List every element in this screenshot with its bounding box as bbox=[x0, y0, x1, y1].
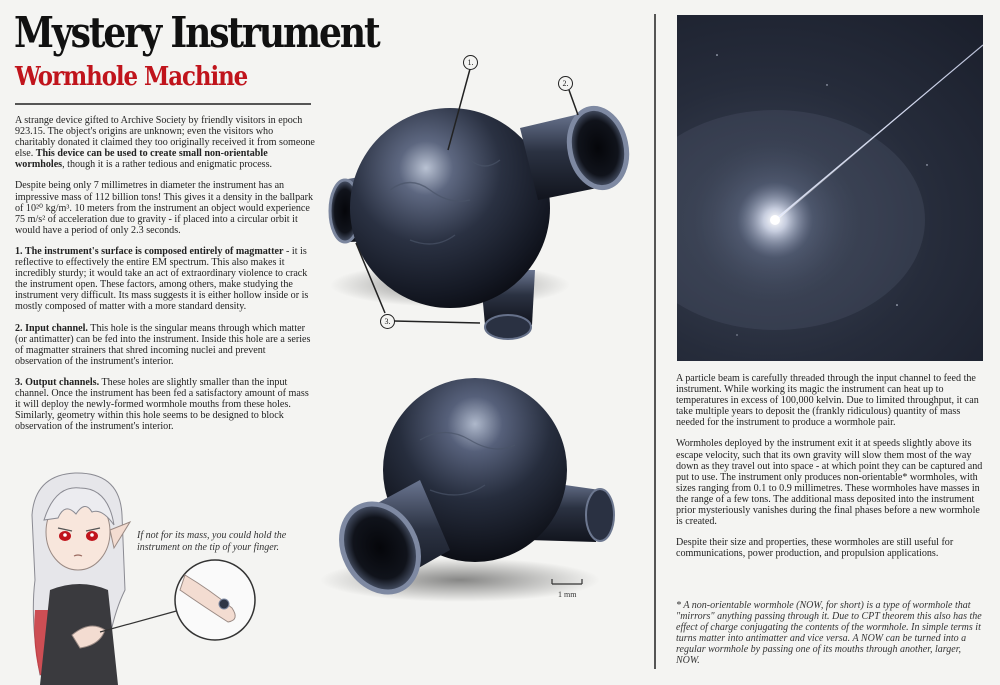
scale-bar-label: 1 mm bbox=[558, 590, 577, 599]
feeding-paragraph: A particle beam is carefully threaded through the input channel to feed the instrument. While working its magic the instrument can heat up to temperatures in excess of 100,000 kelvin. Due to limited throughput, it can take multiple years to deposit the (frankly ridiculous) quantity of mass needed for the instrument to produce a wormhole pair. bbox=[676, 373, 979, 429]
page-title: Mystery Instrument bbox=[14, 8, 379, 57]
deployment-paragraph: Wormholes deployed by the instrument exit it at speeds slightly above its escape velocity, such that its own gravity will slow them most of the way down as they travel out into space - at which point they can be captured and put to use. The instrument only produces non-orientable* wormholes, with sizes ranging from 0.1 to 0.9 millimetres. These wormholes have masses in the range of a few tons. The additional mass deposited into the instrument prior mysteriously vanishes during the final phases before a new wormhole is created. bbox=[676, 438, 983, 528]
particle-beam-image bbox=[677, 15, 983, 361]
intro-paragraph: A strange device gifted to Archive Society by friendly visitors in epoch 923.15. The object's origins are unknown; even the visitors who charitably donated it claimed they too originally received it from someone else. This device can be used to create small non-orientable wormholes, though it is a rather tedious and enigmatic process. bbox=[15, 115, 315, 171]
instrument-render bbox=[300, 50, 660, 610]
right-column-text bbox=[676, 373, 984, 569]
left-column-text bbox=[15, 115, 315, 442]
input-channel bbox=[520, 103, 634, 200]
footnote: * A non-orientable wormhole (NOW, for short) is a type of wormhole that "mirrors" anything passing through it. Due to CPT theorem this also has the effect of charge conjugating the contents of the wormhole. In simple terms it turns matter into antimatter and vice versa. A NOW can be turned into a regular wormhole by passing one of its mouths through another, larger, NOW. bbox=[676, 600, 982, 666]
instrument-top-view bbox=[330, 103, 634, 339]
mass-paragraph: Despite being only 7 millimetres in diameter the instrument has an impressive mass of 112 billion tons! This gives it a density in the ballpark of 10²⁰ kg/m³. 10 meters from the instrument an object would experience 75 m/s² of acceleration due to gravity - if placed into a circular orbit it would have a period of only 2.3 seconds. bbox=[15, 180, 314, 236]
callout-2: 2. bbox=[558, 76, 573, 91]
particle-beam-photo bbox=[677, 15, 983, 361]
input-channel-paragraph: 2. Input channel. This hole is the singular means through which matter (or antimatter) can be fed into the instrument. Inside this hole are a series of magmatter strainers that shred incoming nuclei and prevent observation of the instrument's interior. bbox=[15, 322, 311, 367]
surface-paragraph: 1. The instrument's surface is composed entirely of magmatter - it is reflective to effectively the entire EM spectrum. This also makes it incredibly sturdy; it would take an act of extraordinary violence to crack the instrument open. These factors, among others, make studying the instrument very difficult. Its mass suggests it is either hollow inside or is mostly composed of matter with a more standard density. bbox=[15, 245, 309, 313]
page-subtitle: Wormhole Machine bbox=[15, 62, 248, 92]
callout-3: 3. bbox=[380, 314, 395, 329]
applications-paragraph: Despite their size and properties, these wormholes are still useful for communications, power production, and propulsion applications. bbox=[676, 537, 954, 560]
instrument-bottom-view bbox=[320, 378, 614, 606]
callout-1: 1. bbox=[463, 55, 478, 70]
title-divider bbox=[15, 103, 311, 105]
finger-caption: If not for its mass, you could hold the instrument on the tip of your finger. bbox=[137, 530, 287, 553]
column-divider bbox=[654, 14, 656, 669]
character-illustration bbox=[10, 470, 280, 685]
output-channels-paragraph: 3. Output channels. These holes are slightly smaller than the input channel. Once the instrument has been fed a satisfactory amount of mass it will deploy the newly-formed wormhole mouths from these holes. Similarly, geometry within this hole seems to be designed to block observation of the instrument's interior. bbox=[15, 376, 309, 433]
magmatter-sphere bbox=[350, 108, 550, 308]
